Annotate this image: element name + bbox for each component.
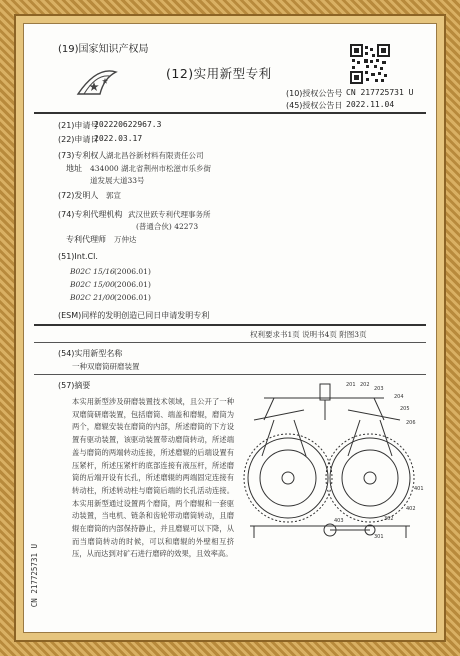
qr-code [350, 44, 390, 84]
ipc-label: (51)Int.Cl. [58, 252, 98, 261]
figure-label: 204 [394, 394, 404, 400]
ipc-version: (2006.01) [114, 267, 151, 276]
title-rule [34, 374, 426, 375]
patent-page [24, 24, 436, 632]
ipc-version: (2006.01) [114, 280, 151, 289]
title-label: (54)实用新型名称 [58, 349, 123, 358]
agent-label: 专利代理师 [66, 235, 106, 244]
figure-label: 302 [384, 516, 394, 522]
agency-line1: 武汉世跃专利代理事务所 [128, 210, 211, 219]
ipc-code: B02C 21/00 [70, 293, 115, 302]
cnipa-logo-icon [74, 64, 120, 98]
address-line2: 道发展大道33号 [90, 176, 145, 185]
utility-model-title: 一种双磨筒研磨装置 [72, 362, 140, 371]
abstract-figure [234, 380, 430, 540]
ipc-code: B02C 15/00 [70, 280, 115, 289]
patentee-label: (73)专利权人 [58, 151, 107, 160]
figure-label: 201 [346, 382, 356, 388]
agent: 万仲达 [114, 235, 137, 244]
figure-label: 202 [360, 382, 370, 388]
pages-rule [34, 342, 426, 343]
figure-label: 401 [414, 486, 424, 492]
header-rule [34, 112, 426, 114]
section-rule [34, 324, 426, 326]
inventor: 郭宣 [106, 191, 121, 200]
document-type: (12)实用新型专利 [166, 66, 272, 81]
figure-label: 402 [406, 506, 416, 512]
abstract-text: 本实用新型涉及研磨装置技术领域，且公开了一种双磨筒研磨装置，包括磨筒、端盖和磨辊，磨筒为两个，磨辊安装在磨筒的内部，所述磨筒的下方设置有驱动装置，该驱动装置带动磨筒转动，所述端盖与磨筒的两端转动连接，所述磨辊的后端设置有压紧杆，所述压紧杆的底部连接有液压杆，所述磨筒的后端开设有长孔，所述磨辊的两端固定连接有转动柱，所述转动柱与磨筒后端的长孔活动连接。本实用新型通过设置两个磨筒，两个磨辊和一套驱动装置，当电机、链条和齿轮带动磨筒转动，且磨辊在磨筒的内部保持静止，并且磨辊可以下降，从而当磨筒转动的时候，可以和磨辊的外壁相互挤压，从而达到对矿石进行磨碎的效果，且效率高。 [72, 397, 234, 559]
pub-no: CN 217725731 U [346, 88, 414, 97]
app-no: 202220622967.3 [94, 120, 162, 129]
agency-line2: (普通合伙) 42273 [136, 222, 199, 231]
side-publication-number: CN 217725731 U [30, 544, 39, 608]
figure-label: 203 [374, 386, 384, 392]
address-label: 地址 [66, 164, 82, 173]
address-line1: 434000 湖北省荆州市松滋市乐乡街 [90, 164, 212, 173]
filing-date-label: (22)申请日 [58, 135, 99, 144]
abstract-label: (57)摘要 [58, 381, 91, 390]
pub-no-label: (10)授权公告号 [286, 89, 343, 98]
inventor-label: (72)发明人 [58, 191, 99, 200]
pub-date: 2022.11.04 [346, 100, 395, 109]
ipc-version: (2006.01) [114, 293, 151, 302]
office-name: (19)国家知识产权局 [58, 44, 149, 55]
esm-note: (ESM)同样的发明创造已同日申请发明专利 [58, 311, 210, 320]
app-no-label: (21)申请号 [58, 121, 99, 130]
figure-label: 206 [406, 420, 416, 426]
agency-label: (74)专利代理机构 [58, 210, 123, 219]
ipc-code: B02C 15/16 [70, 267, 115, 276]
page-counts: 权利要求书1页 说明书4页 附图3页 [250, 330, 367, 339]
figure-label: 403 [334, 518, 344, 524]
patentee: 湖北昌谷新材料有限责任公司 [106, 151, 204, 160]
pub-date-label: (45)授权公告日 [286, 101, 343, 110]
figure-label: 205 [400, 406, 410, 412]
filing-date: 2022.03.17 [94, 134, 143, 143]
figure-label: 301 [374, 534, 384, 540]
